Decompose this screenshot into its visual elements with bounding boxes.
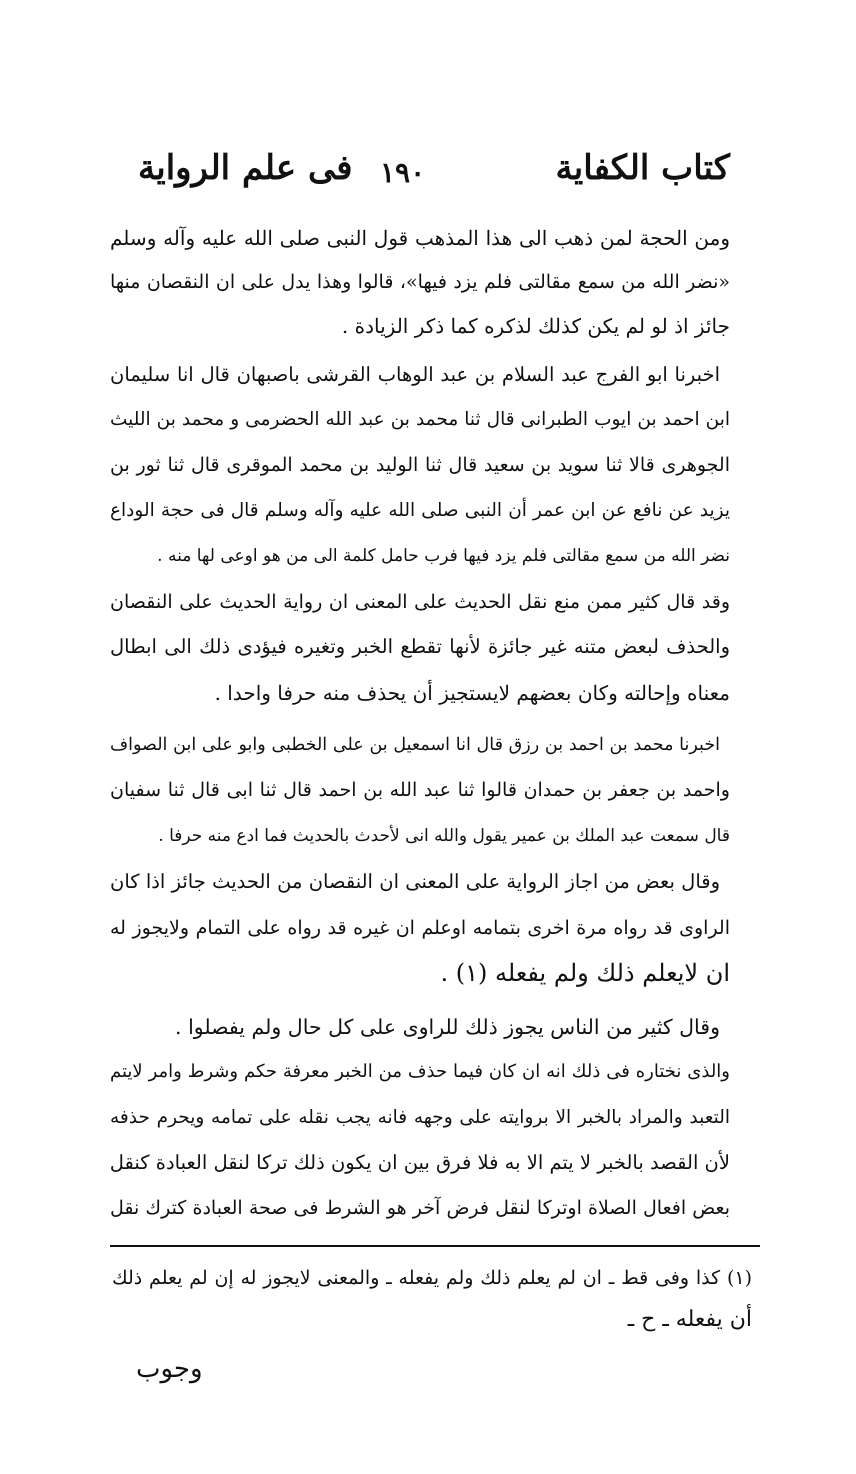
footnote-line: أن يفعله ـ ح ـ xyxy=(627,1307,752,1332)
body-line: اخبرنا ابو الفرج عبد السلام بن عبد الوهاب القرشى باصبهان قال انا سليمان xyxy=(110,363,720,386)
body-line: «نضر الله من سمع مقالتى فلم يزد فيها»، قالوا وهذا يدل على ان النقصان منها xyxy=(110,271,730,293)
body-line: وقال كثير من الناس يجوز ذلك للراوى على كل حال ولم يفصلوا . xyxy=(175,1015,720,1039)
body-line: ابن احمد بن ايوب الطبرانى قال ثنا محمد بن عبد الله الحضرمى و محمد بن الليث xyxy=(110,409,730,430)
body-line: والذى نختاره فى ذلك انه ان كان فيما حذف من الخبر معرفة حكم وشرط وامر لايتم xyxy=(110,1061,730,1082)
catchword: وجوب xyxy=(136,1354,203,1384)
body-line: التعبد والمراد بالخبر الا بروايته على وجهه فانه يجب نقله على تمامه ويحرم حذفه xyxy=(110,1107,730,1128)
body-line: اخبرنا محمد بن احمد بن رزق قال انا اسمعيل بن على الخطبى وابو على ابن الصواف xyxy=(110,735,720,755)
footnote-line: (١) كذا وفى قط ـ ان لم يعلم ذلك ولم يفعله ـ والمعنى لايجوز له إن لم يعلم ذلك xyxy=(112,1267,752,1289)
body-line: بعض افعال الصلاة اوتركا لنقل فرض آخر هو الشرط فى صحة العبادة كترك نقل xyxy=(110,1197,730,1219)
body-line: ان لايعلم ذلك ولم يفعله (١) . xyxy=(440,959,730,987)
body-line: الجوهرى قالا ثنا سويد بن سعيد قال ثنا الوليد بن محمد الموقرى قال ثنا ثور بن xyxy=(110,454,730,476)
page-number: ١٩٠ xyxy=(380,156,426,189)
body-line: الراوى قد رواه مرة اخرى بتمامه اوعلم ان غيره قد رواه على التمام ولايجوز له xyxy=(110,917,730,939)
body-line: ومن الحجة لمن ذهب الى هذا المذهب قول النبى صلى الله عليه وآله وسلم xyxy=(110,226,730,250)
body-line: يزيد عن نافع عن ابن عمر أن النبى صلى الله عليه وآله وسلم قال فى حجة الوداع xyxy=(110,500,730,521)
body-line: جائز اذ لو لم يكن كذلك لذكره كما ذكر الزيادة . xyxy=(341,314,730,338)
body-line: معناه وإحالته وكان بعضهم لايستجيز أن يحذف منه حرفا واحدا . xyxy=(214,681,730,705)
body-line: والحذف لبعض متنه غير جائزة لأنها تقطع الخبر وتغيره فيؤدى ذلك الى ابطال xyxy=(110,635,730,658)
body-line: وقد قال كثير ممن منع نقل الحديث على المعنى ان رواية الحديث على النقصان xyxy=(110,591,730,613)
body-line: لأن القصد بالخبر لا يتم الا به فلا فرق بين ان يكون ذلك تركا لنقل العبادة كنقل xyxy=(110,1151,730,1174)
body-line: وقال بعض من اجاز الرواية على المعنى ان النقصان من الحديث جائز اذا كان xyxy=(110,870,720,893)
body-line: نضر الله من سمع مقالتى فلم يزد فيها فرب حامل كلمة الى من هو اوعى لها منه . xyxy=(157,546,730,566)
topic-title: فى علم الرواية xyxy=(138,148,353,188)
running-header xyxy=(110,148,730,208)
body-line: قال سمعت عبد الملك بن عمير يقول والله انى لأحدث بالحديث فما ادع منه حرفا . xyxy=(158,826,730,846)
body-line: واحمد بن جعفر بن حمدان قالوا ثنا عبد الله بن احمد قال ثنا ابى قال ثنا سفيان xyxy=(110,779,730,801)
book-title: كتاب الكفاية xyxy=(555,148,730,188)
footnote-rule xyxy=(110,1245,760,1247)
